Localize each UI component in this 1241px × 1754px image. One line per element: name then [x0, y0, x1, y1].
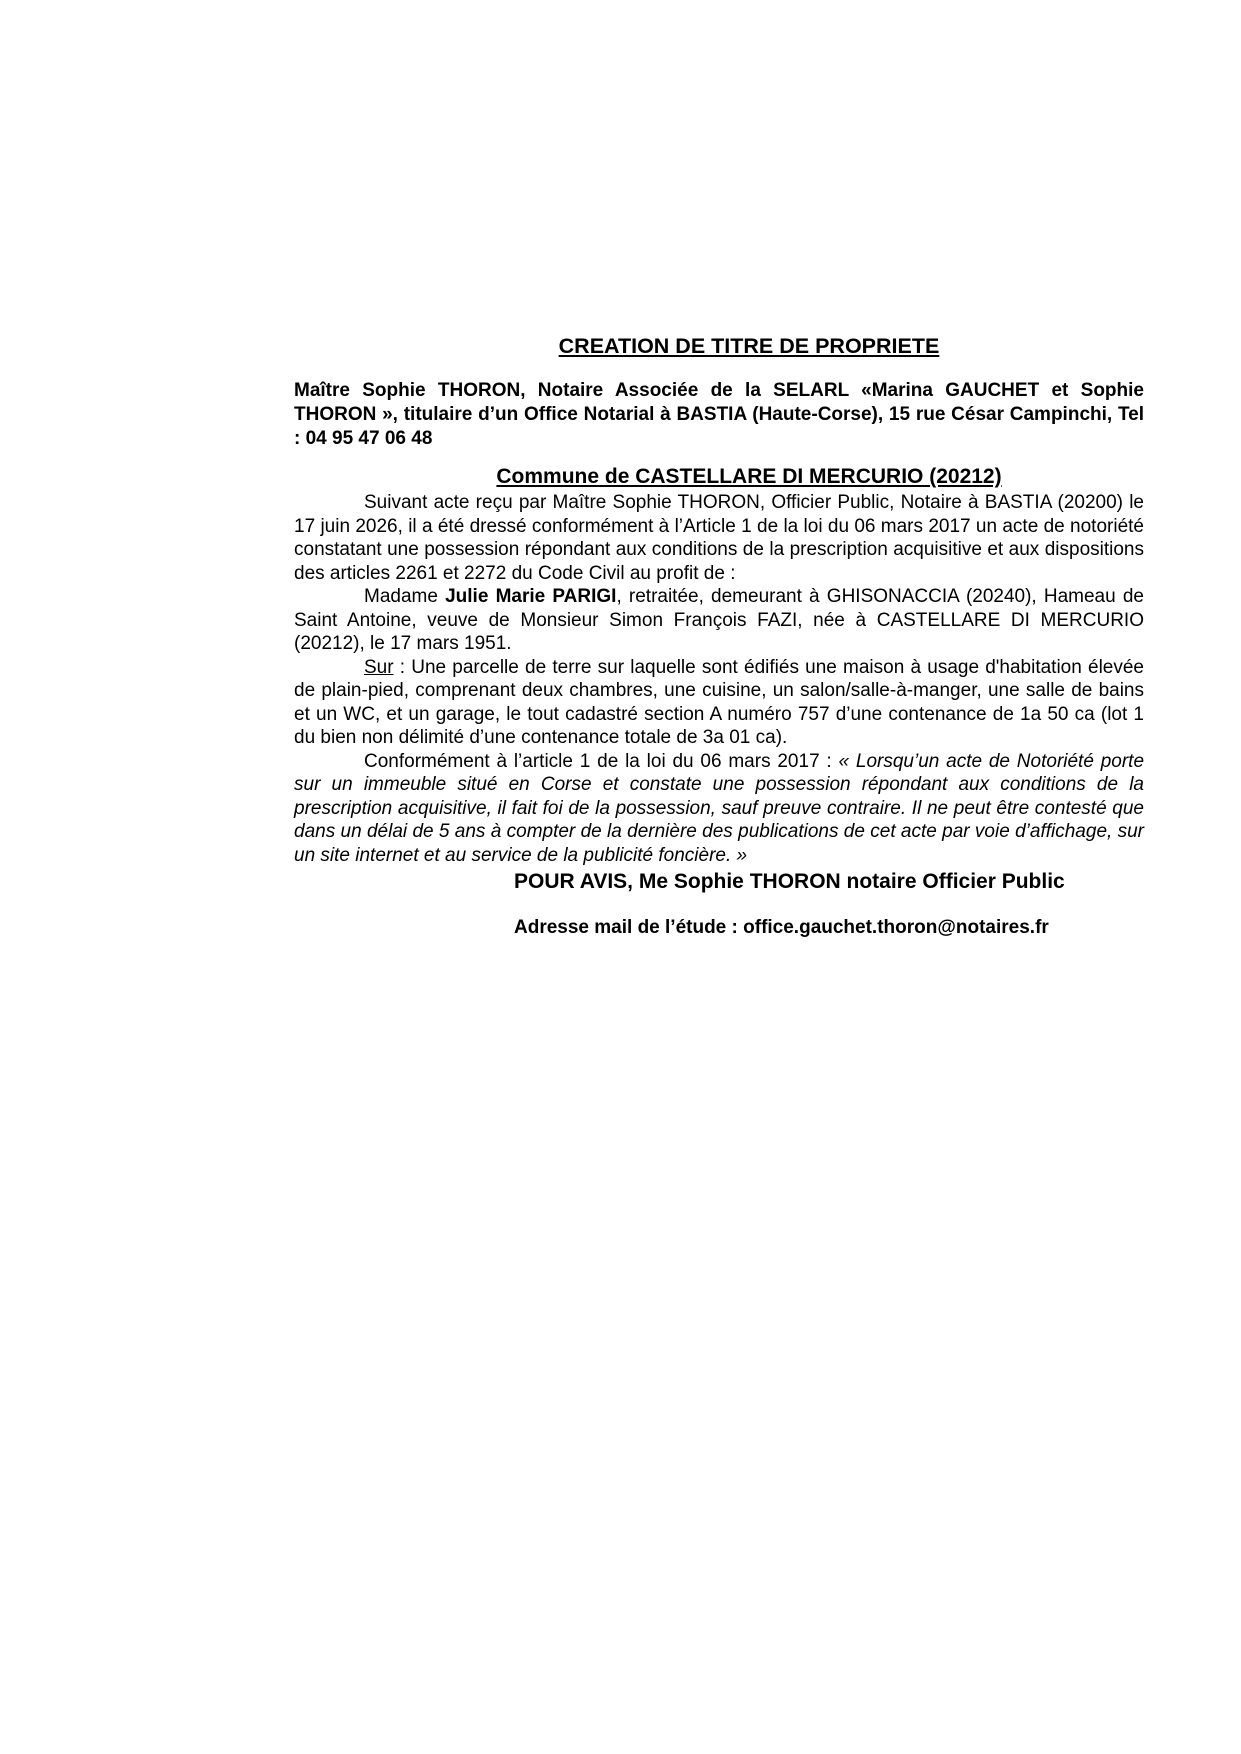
beneficiary-name: Julie Marie PARIGI — [445, 586, 617, 607]
paragraph-acte: Suivant acte reçu par Maître Sophie THORON, Officier Public, Notaire à BASTIA (20200) le 17 juin 2026, il a été dressé conformément à l’Article 1 de la loi du 06 mars 2017 un acte de notoriété constatant une possession répondant aux conditions de la prescription acquisitive et aux dispositions des articles 2261 et 2272 du Code Civil au profit de : — [294, 492, 1144, 584]
notice-title: CREATION DE TITRE DE PROPRIETE — [558, 334, 940, 358]
beneficiary-details: , retraitée, demeurant à GHISONACCIA (20240), Hameau de Saint Antoine, veuve de Monsieur Simon François FAZI, née à CASTELLARE DI MERCURIO (20212), le 17 mars 1951. — [294, 586, 1145, 654]
law-intro: Conformément à l’article 1 de la loi du 06 mars 2017 : — [364, 750, 839, 772]
property-description: : Une parcelle de terre sur laquelle sont édifiés une maison à usage d'habitation élevée de plain-pied, comprenant deux chambres, une cuisine, un salon/salle-à-manger, une salle de bains et un WC, et un garage, le tout cadastré section A numéro 757 d’une contenance de 1a 50 ca (lot 1 du bien non délimité d’une contenance totale de 3a 01 ca). — [294, 656, 1144, 748]
beneficiary-prefix: Madame — [364, 586, 446, 607]
property-label: Sur — [364, 656, 394, 678]
paragraph-beneficiary — [294, 585, 1144, 656]
notice-content — [294, 334, 1144, 959]
law-quote: « Lorsqu’un acte de Notoriété porte sur un immeuble situé en Corse et constate une possession répondant aux conditions de la prescription acquisitive, il fait foi de la possession, sauf preuve contraire. Il ne peut être contesté que dans un délai de 5 ans à compter de la dernière des publications de cet acte par voie d’affichage, sur un site internet et au service de la publicité foncière. » — [294, 750, 1145, 866]
commune-heading: Commune de CASTELLARE DI MERCURIO (20212) — [496, 465, 1002, 488]
paragraph-property — [294, 656, 1144, 750]
office-email: Adresse mail de l’étude : office.gauchet.thoron@notaires.fr — [514, 917, 1049, 938]
signature-line: POUR AVIS, Me Sophie THORON notaire Officier Public — [514, 870, 1065, 893]
notary-header: Maître Sophie THORON, Notaire Associée de la SELARL «Marina GAUCHET et Sophie THORON », titulaire d’un Office Notarial à BASTIA (Haute-Corse), 15 rue César Campinchi, Tel : 04 95 47 06 48 — [294, 380, 1144, 449]
paragraph-law — [294, 750, 1144, 868]
